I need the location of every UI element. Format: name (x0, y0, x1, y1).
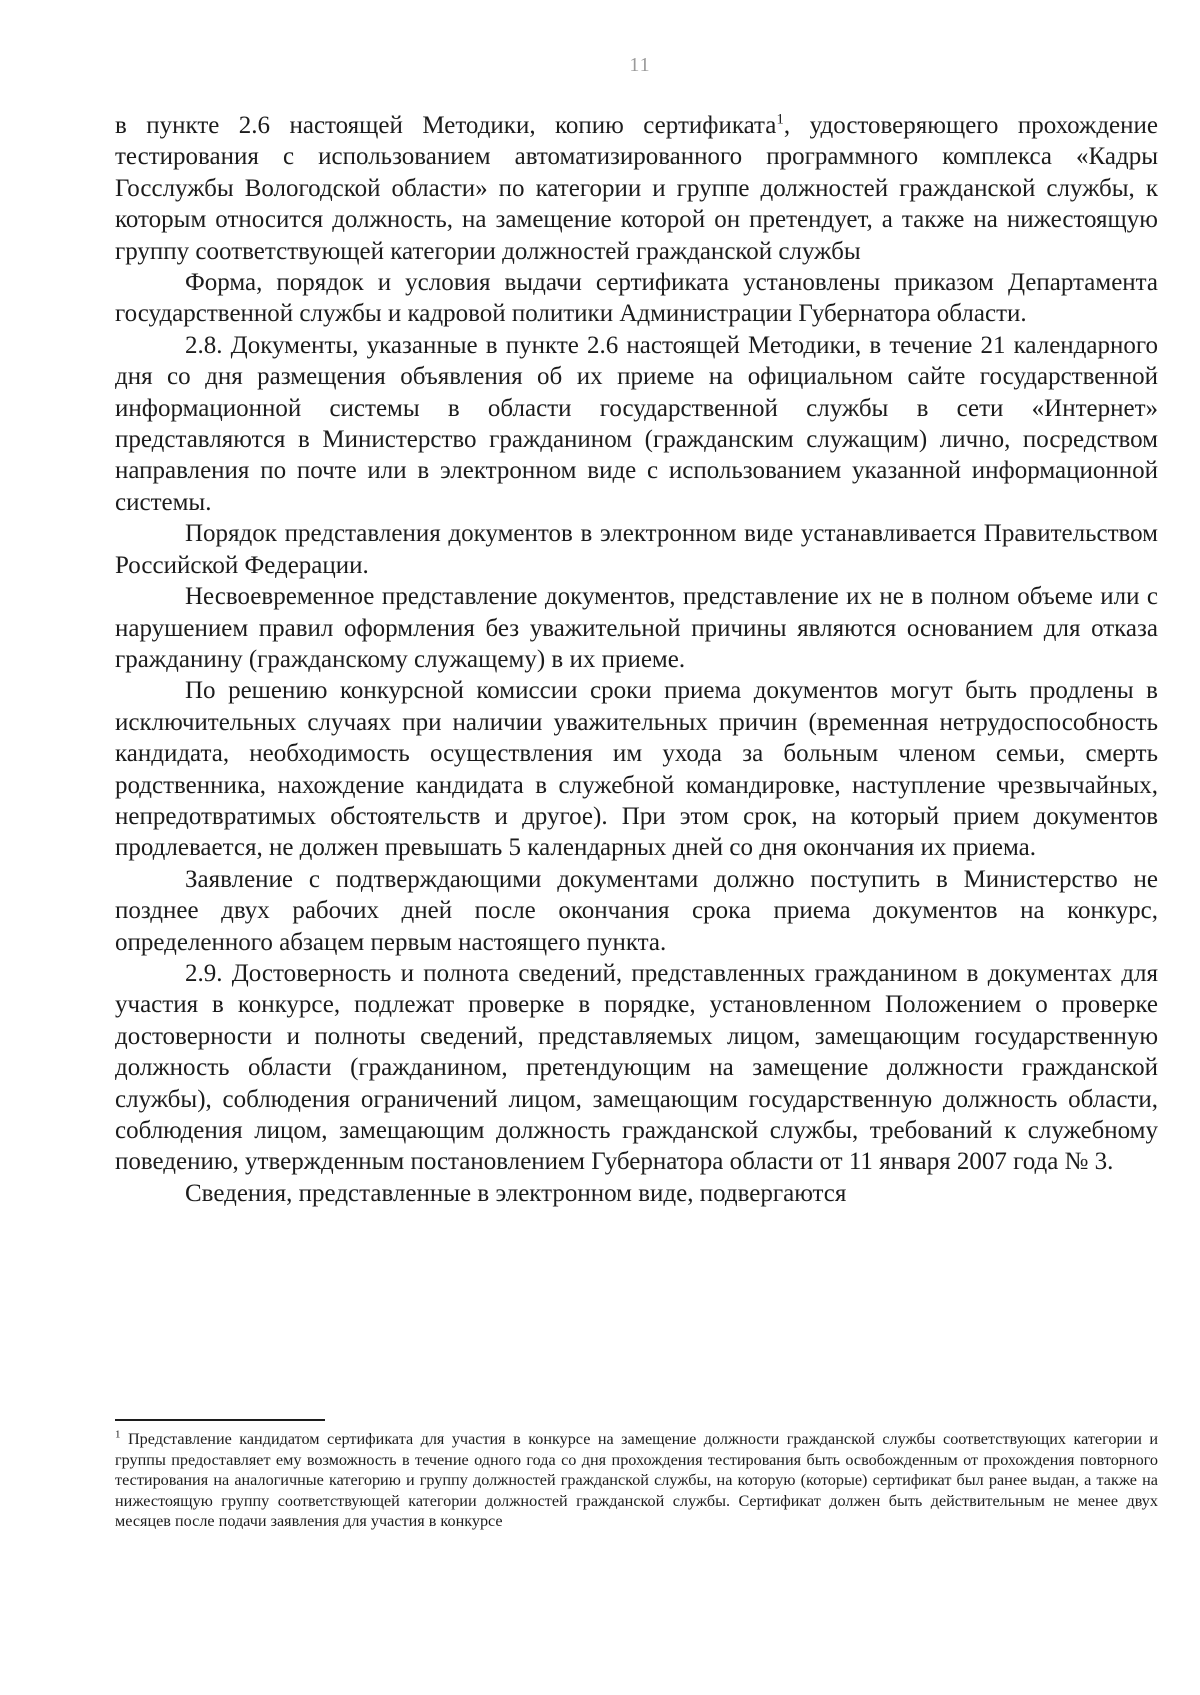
page-number: 11 (629, 54, 651, 76)
footnote (115, 1429, 1158, 1532)
paragraph-continuation-lead: в пункте 2.6 настоящей Методики, копию сертификата (115, 112, 777, 139)
paragraph-untimely-submission: Несвоевременное представление документов, представление их не в полном объеме или с нарушением правил оформления без уважительной причины являются основанием для отказа гражданину (гражданскому служащему) в их приеме. (115, 583, 1158, 673)
paragraph-electronic-procedure: Порядок представления документов в электронном виде устанавливается Правительством Российской Федерации. (115, 520, 1158, 579)
paragraph-application: Заявление с подтверждающими документами должно поступить в Министерство не позднее двух рабочих дней после окончания срока приема документов на конкурс, определенного абзацем первым настоящего пункта. (115, 865, 1158, 956)
paragraph-certificate-form: Форма, порядок и условия выдачи сертификата установлены приказом Департамента государственной службы и кадровой политики Администрации Губернатора области. (115, 269, 1158, 328)
paragraph-deadline-extension: По решению конкурсной комиссии сроки приема документов могут быть продлены в исключительных случаях при наличии уважительных причин (временная нетрудоспособность кандидата, необходимость осуществления им ухода за больным членом семьи, смерть родственника, нахождение кандидата в служебной командировке, наступление чрезвычайных, непредотвратимых обстоятельств и другое). При этом срок, на который прием документов продлевается, не должен превышать 5 календарных дней со дня окончания их приема. (115, 677, 1158, 862)
paragraph-continuation-tail: , удостоверяющего прохождение тестирования с использованием автоматизированного программного комплекса «Кадры Госслужбы Вологодской области» по категории и группе должностей гражданской службы, к которым относится должность, на замещение которой он претендует, а также на нижестоящую группу соответствующей категории должностей гражданской службы (115, 112, 1158, 265)
paragraph-2-8: 2.8. Документы, указанные в пункте 2.6 настоящей Методики, в течение 21 календарного дня со дня размещения объявления об их приеме на официальном сайте государственной информационной системы в области государственной службы в сети «Интернет» представляются в Министерство гражданином (гражданским служащим) лично, посредством направления по почте или в электронном виде с использованием указанной информационной системы. (115, 331, 1158, 516)
paragraph-2-9: 2.9. Достоверность и полнота сведений, представленных гражданином в документах для участия в конкурсе, подлежат проверке в порядке, установленном Положением о проверке достоверности и полноты сведений, представляемых лицом, замещающим государственную должность области (гражданином, претендующим на замещение должности гражданской службы), соблюдения ограничений лицом, замещающим государственную должность области, соблюдения лицом, замещающим должность гражданской службы, требований к служебному поведению, утвержденным постановлением Губернатора области от 11 января 2007 года № 3. (115, 959, 1158, 1176)
paragraph-electronic-info: Сведения, представленные в электронном виде, подвергаются (185, 1179, 847, 1207)
footnote-mark: 1 (115, 1428, 121, 1441)
body-text (115, 110, 1158, 1209)
footnote-reference: 1 (776, 111, 784, 128)
paragraph-continuation (115, 110, 1158, 267)
footnote-text: Представление кандидатом сертификата для участия в конкурсе на замещение должности гражданской службы соответствующих категории и группы предоставляет ему возможность в течение одного года со дня прохождения тестирования быть освобожденным от прохождения повторного тестирования на аналогичные категорию и группу должностей гражданской службы, на которую (которые) сертификат был ранее выдан, а также на нижестоящую группу соответствующей категории должностей гражданской службы. Сертификат должен быть действительным не менее двух месяцев после подачи заявления для участия в конкурсе (115, 1430, 1158, 1530)
footnote-divider (115, 1419, 325, 1421)
